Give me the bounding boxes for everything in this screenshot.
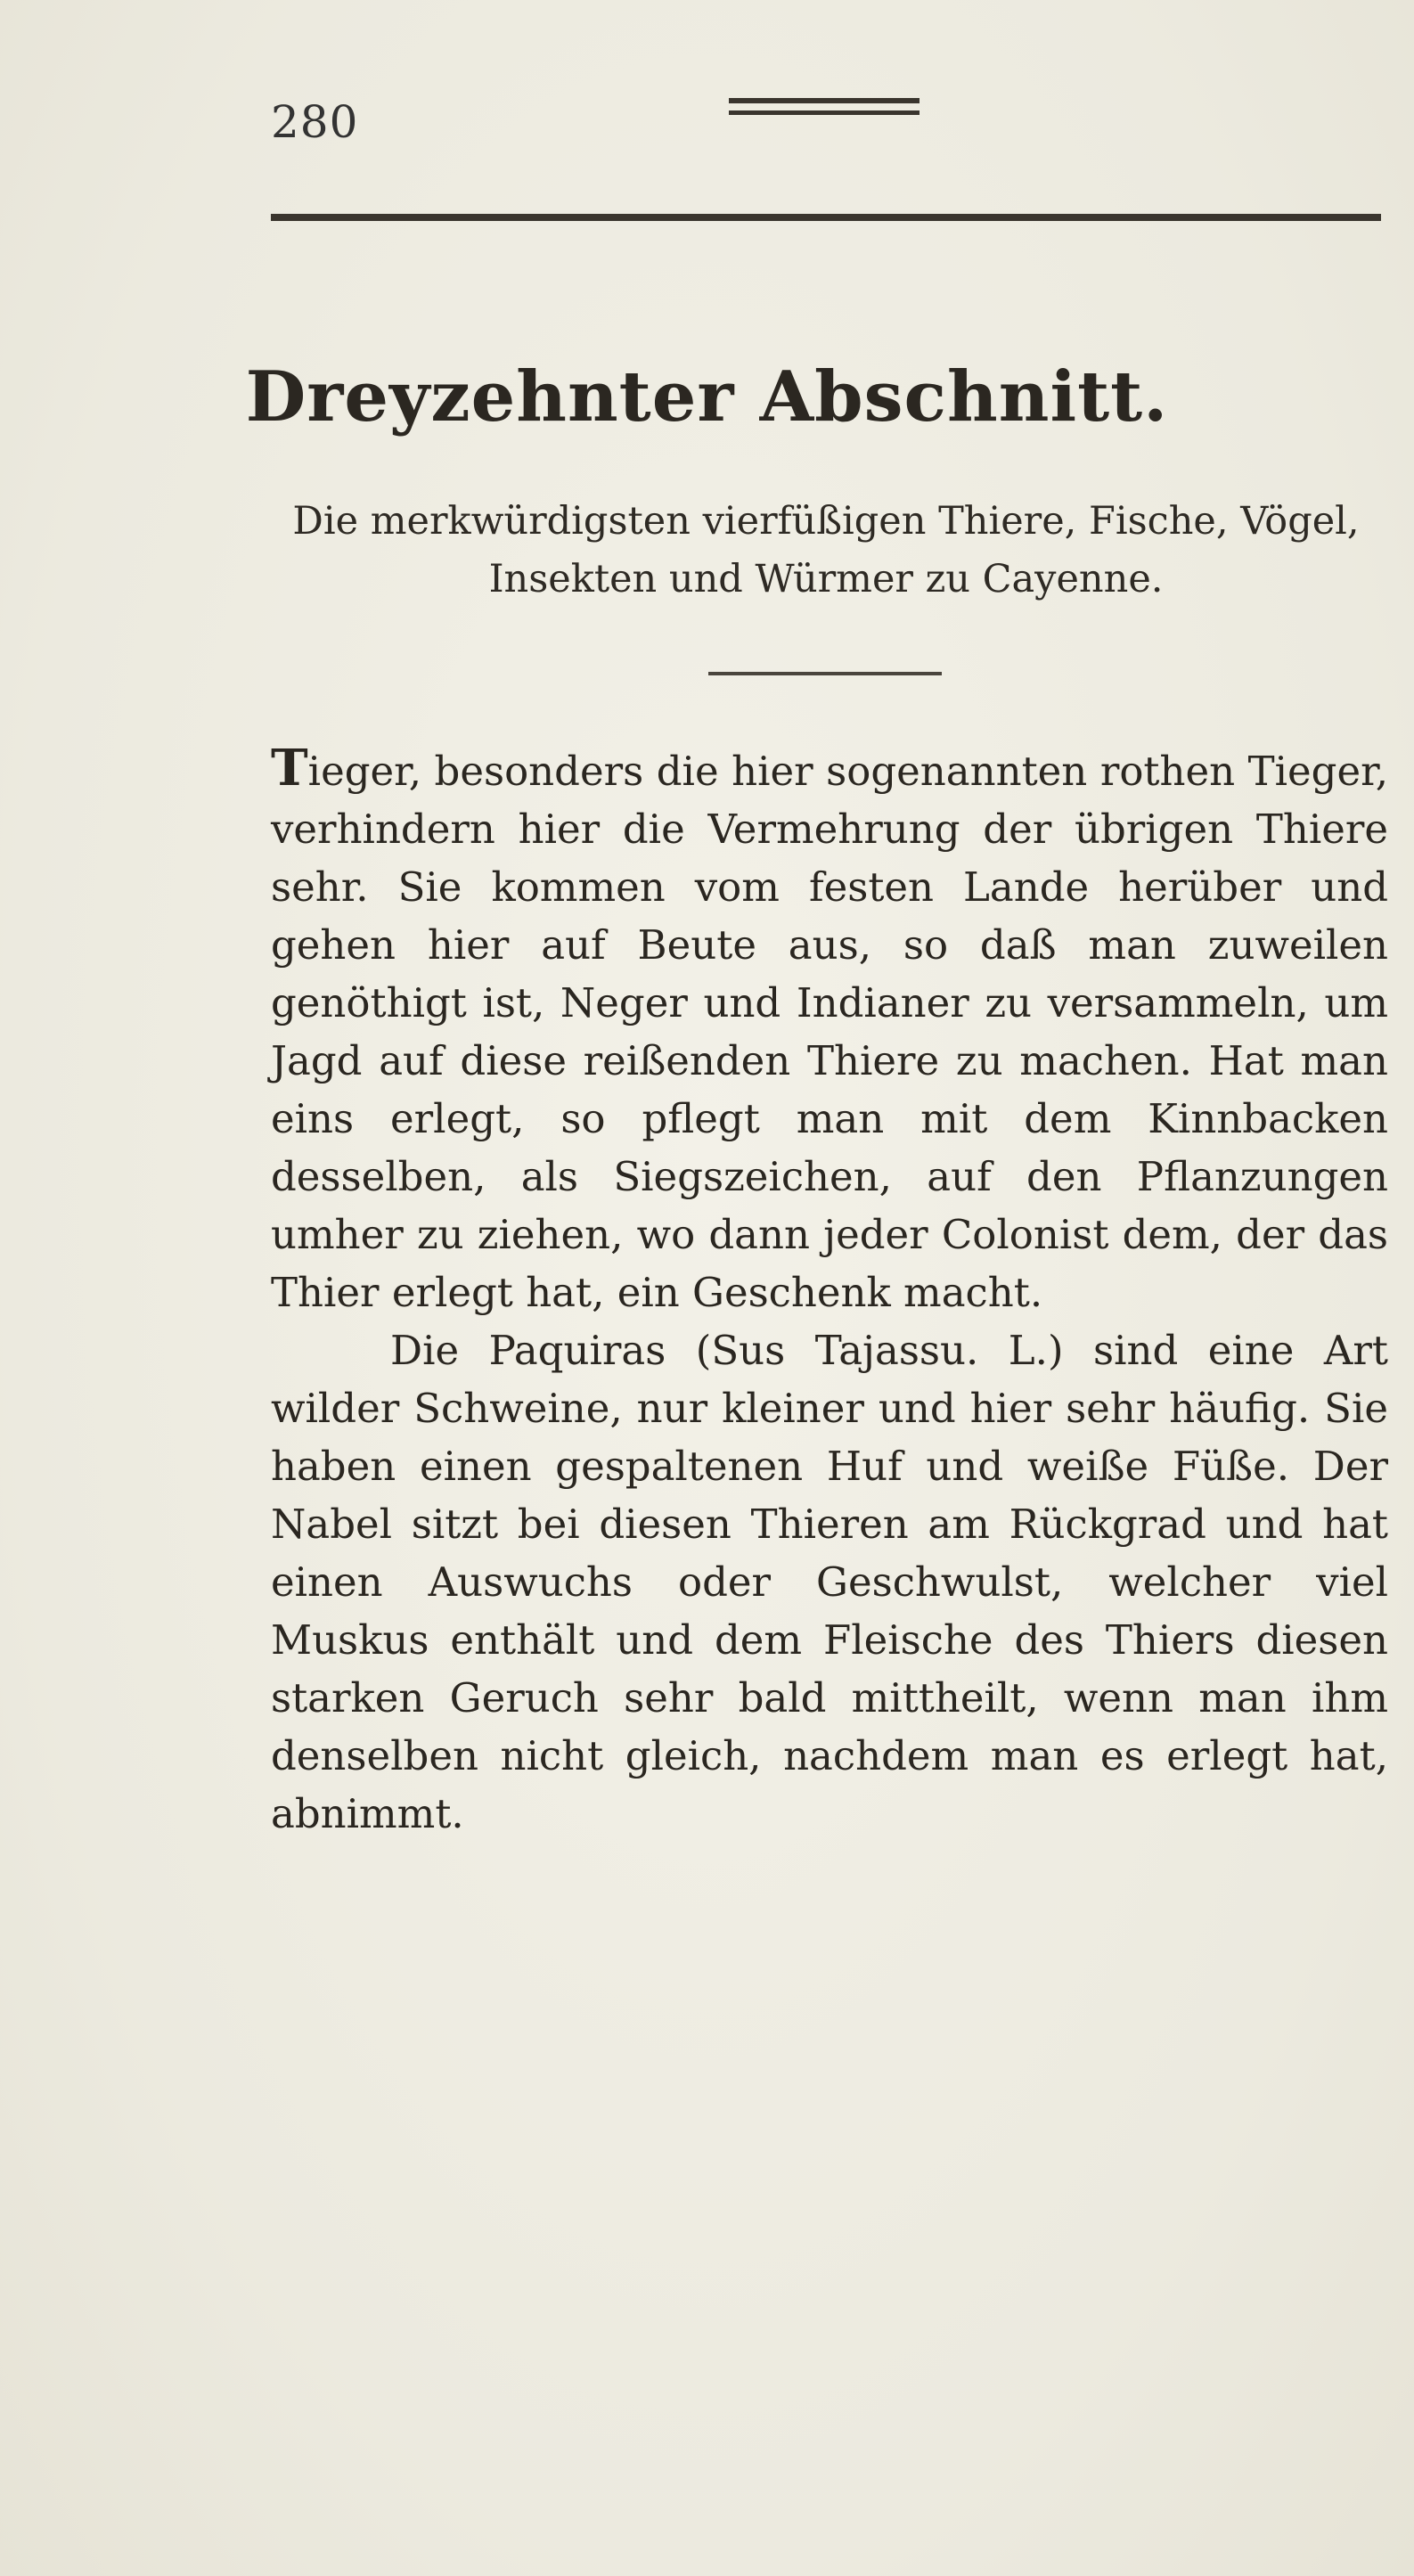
body-text (271, 740, 1388, 1843)
paragraph-text: ieger, besonders die hier sogenannten rothen Tieger, verhindern hier die Vermehrung der übrigen Thiere sehr. Sie kommen vom festen Lande herüber und gehen hier auf Beute aus, so daß man zuweilen genöthigt ist, Neger und Indianer zu versammeln, um Jagd auf diese reißenden Thiere zu machen. Hat man eins erlegt, so pflegt man mit dem Kinnbacken desselben, als Siegszeichen, auf den Pflanzungen umher zu ziehen, wo dann jeder Colonist dem, der das Thier erlegt hat, ein Geschenk macht. (271, 748, 1388, 1316)
section-divider (708, 672, 942, 675)
ornamental-rule-top (729, 98, 920, 103)
paragraph-initial: T (271, 739, 308, 797)
chapter-subtitle-line-2: Insekten und Würmer zu Cayenne. (488, 557, 1164, 601)
ornamental-rule-bottom (729, 110, 920, 115)
header-rule (271, 214, 1381, 221)
chapter-subtitle-line-1: Die merkwürdigsten vierfüßigen Thiere, Fische, Vögel, (292, 499, 1360, 544)
chapter-title: Dreyzehnter Abschnitt. (245, 356, 1169, 438)
paragraph-tigers (271, 740, 1388, 1321)
page-number: 280 (271, 96, 359, 148)
paragraph-paquiras: Die Paquiras (Sus Tajassu. L.) sind eine Art wilder Schweine, nur kleiner und hier sehr häufig. Sie haben einen gespaltenen Huf und weiße Füße. Der Nabel sitzt bei diesen Thieren am Rückgrad und hat einen Auswuchs oder Geschwulst, welcher viel Muskus enthält und dem Fleische des Thiers diesen starken Geruch sehr bald mittheilt, wenn man ihm denselben nicht gleich, nachdem man es erlegt hat, abnimmt. (271, 1327, 1388, 1837)
